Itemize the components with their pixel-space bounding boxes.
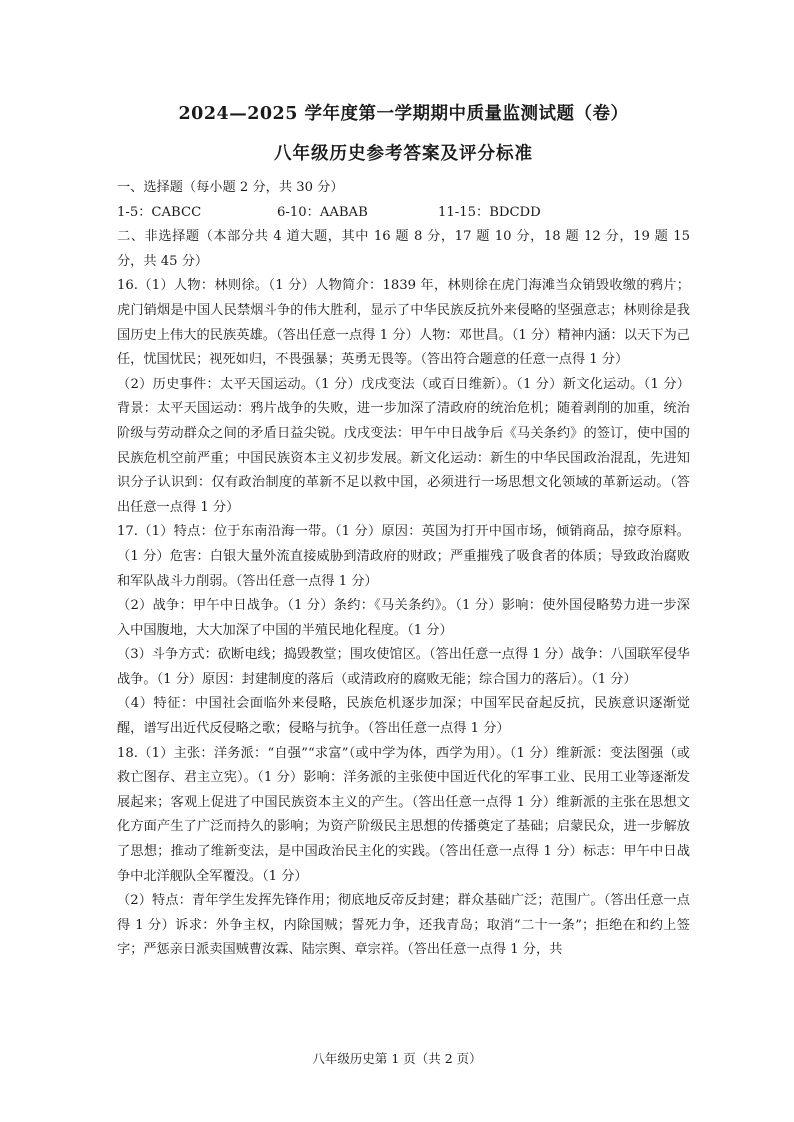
section-2-heading: 二、非选择题（本部分共 4 道大题，其中 16 题 8 分，17 题 10 分，18 题 12 分，19 题 15 分，共 45 分）: [117, 229, 690, 269]
answer-16-1: 16.（1）人物：林则徐。（1 分）人物简介：1839 年，林则徐在虎门海滩当众销毁收缴的鸦片；虎门销烟是中国人民禁烟斗争的伟大胜利，显示了中华民族反抗外来侵略的坚强意志；林则徐是我国历史上伟大的民族英雄。（答出任意一点得 1 分）人物：邓世昌。（1 分）精神内涵：以天下为己任，忧国忧民；视死如归，不畏强暴；英勇无畏等。（答出符合题意的任意一点得 1 分）: [117, 278, 690, 368]
choice-answers-11-15: 11-15：BDCDD: [438, 204, 541, 220]
answer-17-1: 17.（1）特点：位于东南沿海一带。（1 分）原因：英国为打开中国市场，倾销商品，掠夺原料。（1 分）危害：白银大量外流直接威胁到清政府的财政；严重摧残了吸食者的体质；导致政治腐败和军队战斗力削弱。（答出任意一点得 1 分）: [117, 524, 690, 589]
choice-answers-row: [117, 201, 690, 226]
document-title: 2024—2025 学年度第一学期期中质量监测试题（卷）: [178, 104, 629, 124]
section-1-heading: 一、选择题（每小题 2 分，共 30 分）: [117, 180, 344, 195]
page-footer: 八年级历史第 1 页（共 2 页）: [312, 1051, 482, 1066]
document-subtitle: 八年级历史参考答案及评分标准: [274, 144, 533, 164]
answer-16-2: （2）历史事件：太平天国运动。（1 分）戊戌变法（或百日维新）。（1 分）新文化运动。（1 分）背景：太平天国运动：鸦片战争的失败，进一步加深了清政府的统治危机；随着剥削的加重，统治阶级与劳动群众之间的矛盾日益尖锐。戊戌变法：甲午中日战争后《马关条约》的签订，使中国的民族危机空前严重；中国民族资本主义初步发展。新文化运动：新生的中华民国政治混乱，先进知识分子认识到：仅有政治制度的革新不足以救中国，必须进行一场思想文化领域的革新运动。（答出任意一点得 1 分）: [117, 376, 690, 515]
answer-17-3: （3）斗争方式：砍断电线；捣毁教堂；围攻使馆区。（答出任意一点得 1 分）战争：八国联军侵华战争。（1 分）原因：封建制度的落后（或清政府的腐败无能；综合国力的落后）。（1 分）: [117, 647, 690, 687]
answer-17-4: （4）特征：中国社会面临外来侵略，民族危机逐步加深；中国军民奋起反抗，民族意识逐渐觉醒，谱写出近代反侵略之歌；侵略与抗争。（答出任意一点得 1 分）: [117, 696, 690, 737]
choice-answers-1-5: 1-5：CABCC: [117, 204, 202, 220]
answer-18-2: （2）特点：青年学生发挥先锋作用；彻底地反帝反封建；群众基础广泛；范围广。（答出任意一点得 1 分）诉求：外争主权，内除国贼；誓死力争，还我青岛；取消“二十一条”；拒绝在和约上签字；严惩亲日派卖国贼曹汝霖、陆宗舆、章宗祥。（答出任意一点得 1 分，共: [117, 893, 690, 958]
document-body: [117, 176, 690, 963]
choice-answers-6-10: 6-10：AABAB: [277, 204, 368, 220]
answer-18-1: 18.（1）主张：洋务派：“自强”“求富”（或中学为体，西学为用）。（1 分）维新派：变法图强（或救亡图存、君主立宪）。（1 分）影响：洋务派的主张使中国近代化的军事工业、民用工业等逐渐发展起来；客观上促进了中国民族资本主义的产生。（答出任意一点得 1 分）维新派的主张在思想文化方面产生了广泛而持久的影响；为资产阶级民主思想的传播奠定了基础；启蒙民众，进一步解放了思想；推动了维新变法，是中国政治民主化的实践。（答出任意一点得 1 分）标志：甲午中日战争中北洋舰队全军覆没。（1 分）: [117, 745, 690, 884]
answer-17-2: （2）战争：甲午中日战争。（1 分）条约：《马关条约》。（1 分）影响：使外国侵略势力进一步深入中国腹地，大大加深了中国的半殖民地化程度。（1 分）: [117, 598, 690, 638]
